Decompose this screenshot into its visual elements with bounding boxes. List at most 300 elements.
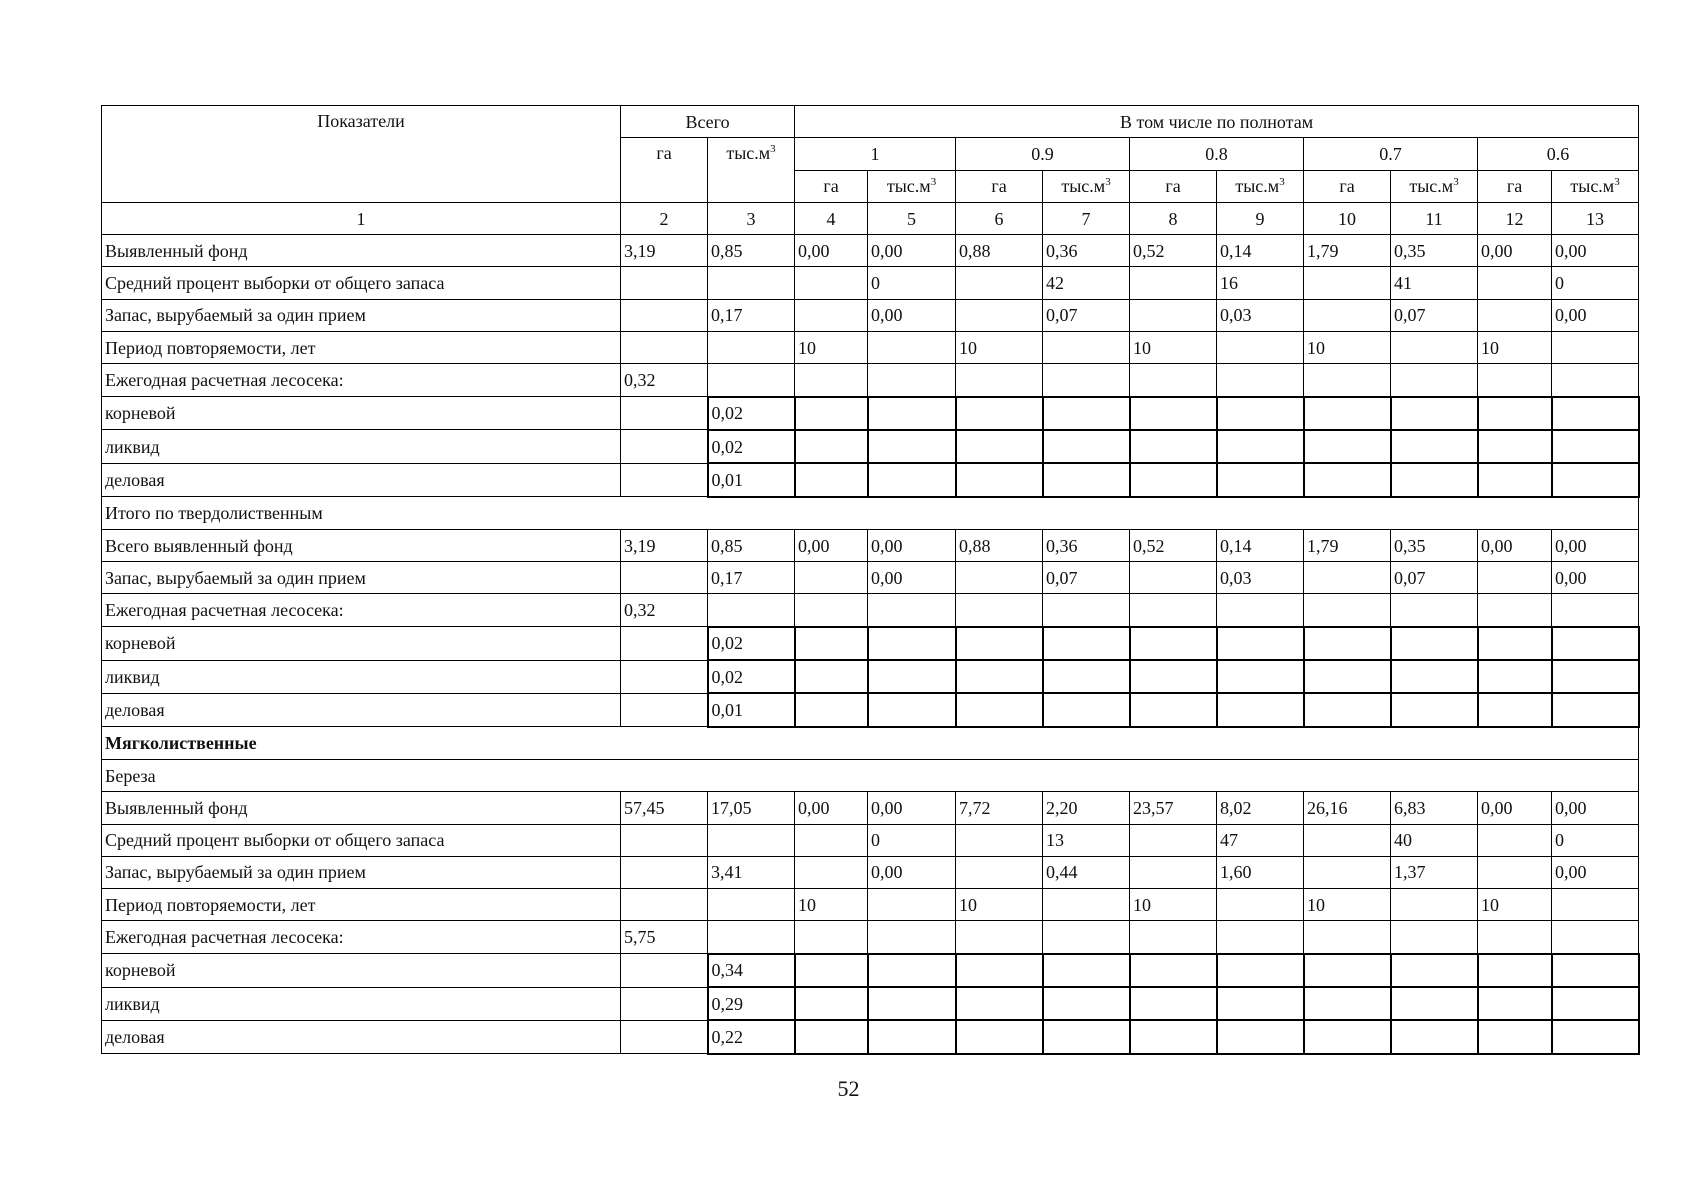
table-cell: [1043, 627, 1130, 660]
table-cell: [1130, 921, 1217, 954]
header-total: Всего: [621, 106, 795, 138]
table-cell: 41: [1391, 267, 1478, 299]
header-unit-ha: га: [1478, 170, 1552, 202]
table-cell: [1552, 364, 1639, 397]
table-cell: [621, 824, 708, 856]
table-cell: [1552, 430, 1639, 463]
table-cell: 0,00: [1552, 299, 1639, 331]
table-cell: [956, 364, 1043, 397]
table-cell: [1478, 299, 1552, 331]
table-cell: [1391, 463, 1478, 496]
row-label: деловая: [102, 463, 621, 496]
table-cell: [1304, 430, 1391, 463]
header-total-ha: га: [621, 138, 708, 203]
table-cell: [868, 332, 956, 364]
table-cell: 0,00: [795, 235, 868, 267]
table-cell: [1391, 332, 1478, 364]
table-cell: [1391, 1020, 1478, 1053]
column-number: 10: [1304, 202, 1391, 234]
table-cell: [1391, 987, 1478, 1020]
header-density-09: 0.9: [956, 138, 1130, 170]
table-cell: 0,36: [1043, 235, 1130, 267]
table-cell: 10: [795, 332, 868, 364]
header-unit-volume: $тыс.м^3$: [1391, 170, 1478, 202]
table-cell: 1,79: [1304, 529, 1391, 561]
table-cell: [868, 660, 956, 693]
table-cell: [1552, 889, 1639, 921]
table-cell: 0,00: [868, 529, 956, 561]
table-cell: [868, 594, 956, 627]
table-cell: [956, 987, 1043, 1020]
table-cell: [621, 430, 708, 463]
table-row: [102, 627, 1639, 660]
table-cell: [1552, 1020, 1639, 1053]
table-cell: 0,00: [795, 529, 868, 561]
table-cell: [868, 397, 956, 430]
table-cell: 0,00: [1552, 792, 1639, 824]
table-cell: [1391, 693, 1478, 726]
table-cell: [1304, 856, 1391, 888]
header-unit-volume: $тыс.м^3$: [868, 170, 956, 202]
table-cell: [1217, 594, 1304, 627]
table-cell: [1552, 397, 1639, 430]
table-cell: [1130, 430, 1217, 463]
table-cell: [1478, 693, 1552, 726]
column-number: 9: [1217, 202, 1304, 234]
table-row: [102, 824, 1639, 856]
table-cell: [1552, 332, 1639, 364]
table-cell: 0,14: [1217, 529, 1304, 561]
table-cell: [1304, 627, 1391, 660]
table-cell: [1478, 463, 1552, 496]
table-cell: 0,00: [795, 792, 868, 824]
row-label: Запас, вырубаемый за один прием: [102, 562, 621, 594]
table-cell: [1478, 364, 1552, 397]
table-cell: [1552, 987, 1639, 1020]
table-cell: 0,00: [1478, 792, 1552, 824]
table-cell: [1217, 430, 1304, 463]
table-cell: [1478, 562, 1552, 594]
table-cell: 10: [1304, 332, 1391, 364]
table-cell: [1478, 397, 1552, 430]
table-cell: [621, 987, 708, 1020]
table-cell: [1130, 824, 1217, 856]
table-cell: [1304, 594, 1391, 627]
table-cell: [1304, 463, 1391, 496]
table-cell: 0,14: [1217, 235, 1304, 267]
table-cell: [868, 463, 956, 496]
table-cell: [1552, 463, 1639, 496]
table-cell: 0,07: [1043, 562, 1130, 594]
table-cell: 0,52: [1130, 529, 1217, 561]
table-cell: 10: [956, 332, 1043, 364]
row-label: Береза: [102, 759, 1639, 791]
table-cell: 0,29: [708, 987, 795, 1020]
table-cell: [795, 954, 868, 987]
table-cell: [956, 921, 1043, 954]
table-cell: [1478, 660, 1552, 693]
row-label: деловая: [102, 693, 621, 726]
column-number: 12: [1478, 202, 1552, 234]
table-cell: 13: [1043, 824, 1130, 856]
table-body: [102, 106, 1639, 1054]
table-cell: 0,01: [708, 463, 795, 496]
table-cell: [1130, 856, 1217, 888]
table-cell: 0,00: [1478, 235, 1552, 267]
table-cell: [956, 660, 1043, 693]
table-cell: [621, 693, 708, 726]
table-cell: [1552, 954, 1639, 987]
table-cell: [795, 430, 868, 463]
column-number: 2: [621, 202, 708, 234]
table-cell: [868, 364, 956, 397]
table-cell: [1304, 267, 1391, 299]
table-cell: 0,00: [868, 562, 956, 594]
table-cell: [795, 299, 868, 331]
row-label: корневой: [102, 627, 621, 660]
table-cell: 0,02: [708, 430, 795, 463]
table-cell: 0: [868, 824, 956, 856]
table-cell: [621, 856, 708, 888]
column-number: 13: [1552, 202, 1639, 234]
header-unit-ha: га: [1304, 170, 1391, 202]
table-cell: [1217, 693, 1304, 726]
table-cell: [708, 332, 795, 364]
table-cell: 8,02: [1217, 792, 1304, 824]
table-cell: [956, 267, 1043, 299]
table-cell: [1304, 954, 1391, 987]
table-row: [102, 987, 1639, 1020]
table-cell: [1391, 889, 1478, 921]
table-cell: [621, 954, 708, 987]
table-cell: [1043, 397, 1130, 430]
table-cell: [956, 299, 1043, 331]
table-cell: [621, 332, 708, 364]
table-cell: 0: [1552, 824, 1639, 856]
table-cell: [1304, 1020, 1391, 1053]
table-cell: 3,41: [708, 856, 795, 888]
table-cell: [621, 463, 708, 496]
table-cell: [1130, 364, 1217, 397]
header-density-1: 1: [795, 138, 956, 170]
table-cell: 17,05: [708, 792, 795, 824]
table-cell: [868, 627, 956, 660]
table-cell: [956, 594, 1043, 627]
row-label: ликвид: [102, 987, 621, 1020]
table-cell: 0,00: [868, 299, 956, 331]
row-label: Средний процент выборки от общего запаса: [102, 267, 621, 299]
table-cell: [1478, 921, 1552, 954]
table-cell: 0,00: [1552, 562, 1639, 594]
table-cell: 0,00: [1478, 529, 1552, 561]
table-cell: 0,01: [708, 693, 795, 726]
table-row: [102, 529, 1639, 561]
table-cell: [1217, 1020, 1304, 1053]
table-cell: [708, 889, 795, 921]
table-cell: [1217, 987, 1304, 1020]
table-cell: [1043, 430, 1130, 463]
table-cell: [795, 856, 868, 888]
header-density-06: 0.6: [1478, 138, 1639, 170]
table-cell: [1304, 921, 1391, 954]
table-cell: [956, 856, 1043, 888]
table-cell: 5,75: [621, 921, 708, 954]
table-row: [102, 889, 1639, 921]
table-cell: [621, 267, 708, 299]
table-cell: 0: [1552, 267, 1639, 299]
table-cell: [1043, 660, 1130, 693]
table-cell: [708, 921, 795, 954]
column-number: 7: [1043, 202, 1130, 234]
table-cell: [1130, 987, 1217, 1020]
table-cell: 0,07: [1391, 562, 1478, 594]
table-cell: 6,83: [1391, 792, 1478, 824]
table-cell: [1478, 824, 1552, 856]
table-cell: [708, 267, 795, 299]
table-cell: [795, 921, 868, 954]
table-cell: [1217, 397, 1304, 430]
table-cell: 0,02: [708, 397, 795, 430]
table-cell: 0,88: [956, 529, 1043, 561]
table-cell: [795, 824, 868, 856]
table-cell: [1217, 463, 1304, 496]
table-cell: [708, 824, 795, 856]
table-cell: 0,00: [868, 856, 956, 888]
table-row: [102, 594, 1639, 627]
table-cell: [1130, 562, 1217, 594]
column-number: 8: [1130, 202, 1217, 234]
table-row: [102, 1020, 1639, 1053]
table-row: [102, 332, 1639, 364]
table-cell: [956, 693, 1043, 726]
table-cell: [956, 627, 1043, 660]
table-cell: [1391, 627, 1478, 660]
row-label: Период повторяемости, лет: [102, 889, 621, 921]
table-cell: 0,17: [708, 299, 795, 331]
table-cell: 10: [1478, 332, 1552, 364]
table-row: [102, 364, 1639, 397]
table-cell: [1391, 954, 1478, 987]
table-cell: 0,02: [708, 627, 795, 660]
table-cell: [956, 954, 1043, 987]
table-cell: [1217, 660, 1304, 693]
table-cell: 10: [1478, 889, 1552, 921]
table-cell: 0,34: [708, 954, 795, 987]
column-number: 1: [102, 202, 621, 234]
row-label: корневой: [102, 397, 621, 430]
table-cell: [1130, 954, 1217, 987]
table-cell: 0,32: [621, 594, 708, 627]
table-cell: [956, 397, 1043, 430]
table-cell: 1,79: [1304, 235, 1391, 267]
table-cell: [868, 921, 956, 954]
table-cell: 0,44: [1043, 856, 1130, 888]
table-cell: 0,17: [708, 562, 795, 594]
table-cell: [1130, 693, 1217, 726]
header-unit-volume: $тыс.м^3$: [1217, 170, 1304, 202]
table-cell: [1043, 364, 1130, 397]
table-cell: [1552, 660, 1639, 693]
forest-fund-table: [101, 105, 1640, 1055]
table-cell: [1391, 921, 1478, 954]
table-cell: [1130, 267, 1217, 299]
table-cell: [956, 430, 1043, 463]
table-row: [102, 299, 1639, 331]
row-label: ликвид: [102, 430, 621, 463]
header-unit-volume: $тыс.м^3$: [1043, 170, 1130, 202]
table-row: [102, 660, 1639, 693]
header-density-07: 0.7: [1304, 138, 1478, 170]
table-cell: 10: [795, 889, 868, 921]
table-row: [102, 497, 1639, 530]
table-cell: [868, 954, 956, 987]
row-label: Ежегодная расчетная лесосека:: [102, 364, 621, 397]
table-cell: 42: [1043, 267, 1130, 299]
table-cell: [956, 1020, 1043, 1053]
table-cell: [795, 463, 868, 496]
table-row: [102, 463, 1639, 496]
table-cell: 10: [1130, 332, 1217, 364]
row-label: Мягколиственные: [102, 727, 1639, 760]
table-cell: [795, 693, 868, 726]
table-row: [102, 267, 1639, 299]
column-number: 3: [708, 202, 795, 234]
table-cell: 0,52: [1130, 235, 1217, 267]
column-number: 11: [1391, 202, 1478, 234]
table-cell: [1130, 660, 1217, 693]
table-cell: [1391, 660, 1478, 693]
table-cell: [868, 1020, 956, 1053]
table-cell: 0,88: [956, 235, 1043, 267]
header-by-density: В том числе по полнотам: [795, 106, 1639, 138]
table-cell: [1552, 594, 1639, 627]
table-cell: [1304, 660, 1391, 693]
row-label: корневой: [102, 954, 621, 987]
table-cell: [1478, 987, 1552, 1020]
header-total-volume: $тыс.м^3$: [708, 138, 795, 203]
table-cell: [956, 562, 1043, 594]
row-label: Запас, вырубаемый за один прием: [102, 856, 621, 888]
table-cell: [1217, 364, 1304, 397]
table-cell: 0,00: [1552, 529, 1639, 561]
table-cell: 0,85: [708, 235, 795, 267]
table-row: [102, 235, 1639, 267]
header-indicators: Показатели: [102, 106, 621, 203]
table-row: [102, 921, 1639, 954]
row-label: Итого по твердолиственным: [102, 497, 1639, 530]
table-row: [102, 430, 1639, 463]
table-cell: 40: [1391, 824, 1478, 856]
table-cell: 10: [956, 889, 1043, 921]
table-cell: [795, 1020, 868, 1053]
header-row-1: [102, 106, 1639, 138]
table-cell: 0,32: [621, 364, 708, 397]
table-cell: [1217, 332, 1304, 364]
row-label: ликвид: [102, 660, 621, 693]
table-row: [102, 727, 1639, 760]
table-cell: [621, 627, 708, 660]
table-cell: [621, 562, 708, 594]
table-cell: [795, 397, 868, 430]
row-label: Выявленный фонд: [102, 235, 621, 267]
table-cell: 0,00: [868, 792, 956, 824]
table-cell: [795, 562, 868, 594]
table-cell: [1043, 463, 1130, 496]
table-cell: [1478, 430, 1552, 463]
table-cell: [1043, 1020, 1130, 1053]
header-unit-ha: га: [795, 170, 868, 202]
table-cell: [1552, 627, 1639, 660]
table-cell: [956, 463, 1043, 496]
table-cell: [1478, 954, 1552, 987]
column-number: 5: [868, 202, 956, 234]
table-cell: 0,22: [708, 1020, 795, 1053]
table-cell: [1043, 889, 1130, 921]
table-cell: [795, 987, 868, 1020]
table-cell: 3,19: [621, 235, 708, 267]
table-cell: [1391, 594, 1478, 627]
table-cell: [1217, 889, 1304, 921]
row-label: Ежегодная расчетная лесосека:: [102, 921, 621, 954]
table-cell: [1478, 1020, 1552, 1053]
table-cell: 1,37: [1391, 856, 1478, 888]
table-row: [102, 954, 1639, 987]
table-cell: 7,72: [956, 792, 1043, 824]
table-cell: [1478, 267, 1552, 299]
table-cell: [868, 430, 956, 463]
table-cell: [1217, 921, 1304, 954]
table-cell: [1130, 463, 1217, 496]
table-cell: [1552, 921, 1639, 954]
table-cell: 0: [868, 267, 956, 299]
header-unit-volume: $тыс.м^3$: [1552, 170, 1639, 202]
column-number: 4: [795, 202, 868, 234]
table-cell: [795, 660, 868, 693]
table-cell: 10: [1130, 889, 1217, 921]
table-cell: 57,45: [621, 792, 708, 824]
table-cell: [1304, 562, 1391, 594]
table-cell: [956, 824, 1043, 856]
page-number: 52: [837, 1076, 860, 1101]
row-label: Период повторяемости, лет: [102, 332, 621, 364]
table-cell: [708, 364, 795, 397]
table-row: [102, 562, 1639, 594]
table-cell: [1304, 693, 1391, 726]
table-row: [102, 693, 1639, 726]
table-cell: [1043, 921, 1130, 954]
row-label: Всего выявленный фонд: [102, 529, 621, 561]
table-cell: [1217, 627, 1304, 660]
table-cell: [1304, 397, 1391, 430]
header-density-08: 0.8: [1130, 138, 1304, 170]
table-cell: [1043, 332, 1130, 364]
table-cell: [1304, 987, 1391, 1020]
table-cell: [1130, 299, 1217, 331]
table-cell: 2,20: [1043, 792, 1130, 824]
table-cell: 0,85: [708, 529, 795, 561]
row-label: деловая: [102, 1020, 621, 1053]
table-row: [102, 792, 1639, 824]
table-cell: 0,02: [708, 660, 795, 693]
column-number-row: [102, 202, 1639, 234]
table-row: [102, 759, 1639, 791]
table-cell: 1,60: [1217, 856, 1304, 888]
row-label: Выявленный фонд: [102, 792, 621, 824]
row-label: Средний процент выборки от общего запаса: [102, 824, 621, 856]
table-cell: [621, 299, 708, 331]
table-cell: [1391, 430, 1478, 463]
table-cell: 0,00: [1552, 235, 1639, 267]
